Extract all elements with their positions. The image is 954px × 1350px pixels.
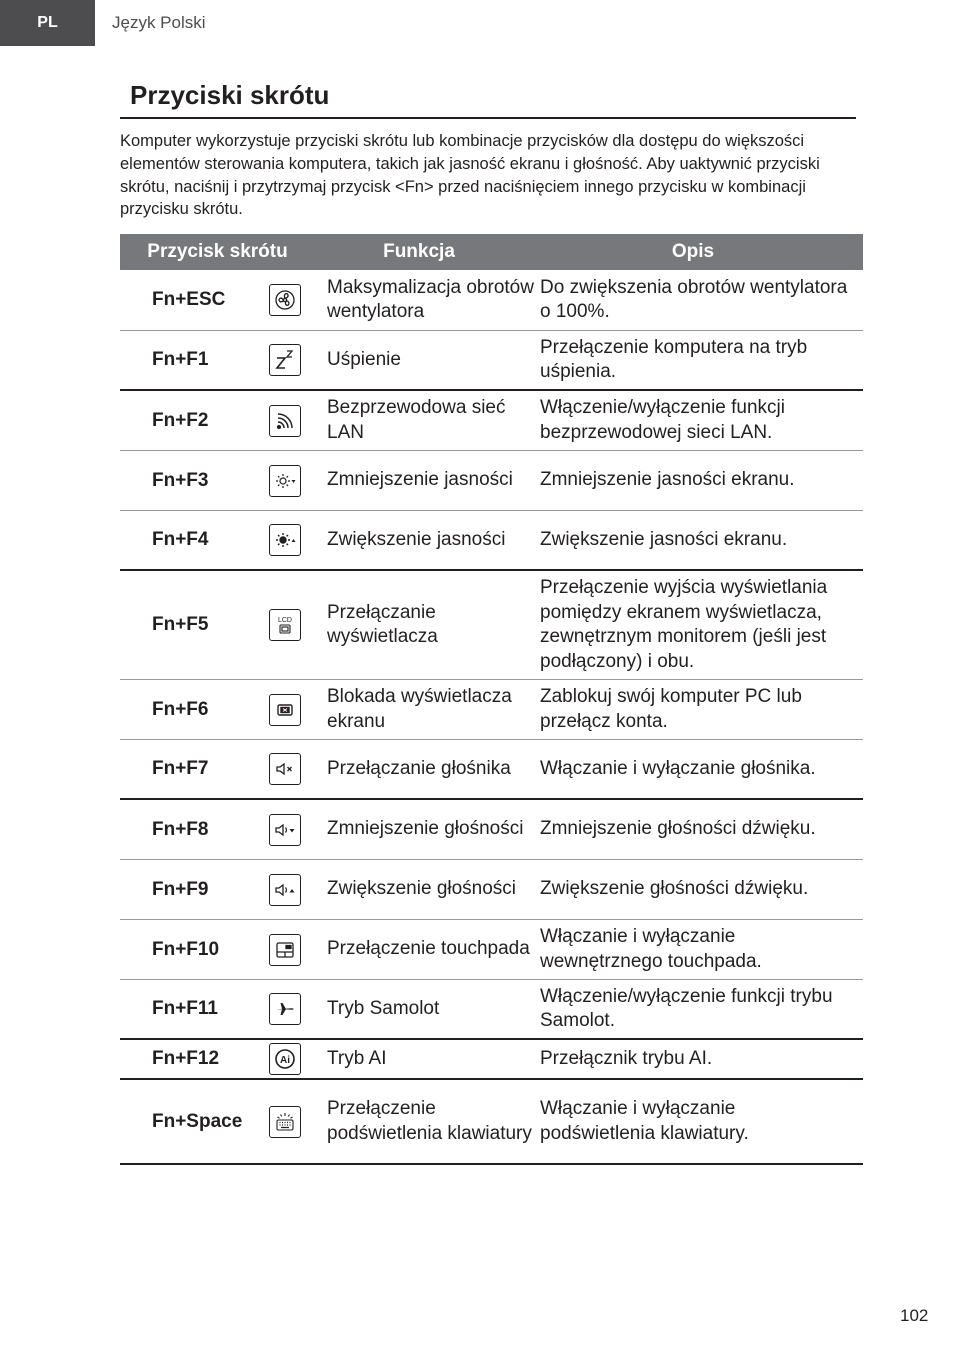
function-cell: Tryb Samolot — [327, 997, 440, 1019]
table-row — [120, 740, 863, 800]
fan-icon — [269, 284, 301, 316]
speaker-mute-icon — [269, 753, 301, 785]
table-row — [120, 980, 863, 1040]
function-cell: Zwiększenie głośności — [327, 878, 517, 900]
table-row — [120, 800, 863, 860]
function-cell: Tryb AI — [327, 1047, 387, 1069]
function-cell: Blokada wyświetlacza ekranu — [327, 686, 512, 732]
lcd-label: LCD — [277, 617, 293, 624]
hotkey-label: Fn+F3 — [152, 469, 209, 491]
hotkey-label: Fn+F5 — [152, 614, 209, 635]
description-cell: Zablokuj swój komputer PC lub przełącz konta. — [540, 686, 802, 732]
hotkey-label: Fn+F12 — [152, 1048, 220, 1069]
lcd-display-icon — [269, 609, 301, 641]
title-divider — [120, 117, 856, 119]
screen-lock-icon — [269, 694, 301, 726]
header-function: Funkcja — [383, 241, 455, 262]
header-description: Opis — [671, 241, 715, 262]
airplane-icon — [269, 993, 301, 1025]
language-tab: PL — [0, 0, 95, 46]
table-row — [120, 680, 863, 740]
function-cell: Uśpienie — [327, 348, 401, 370]
description-cell: Włączanie i wyłączanie głośnika. — [540, 757, 816, 779]
table-row — [120, 451, 863, 511]
table-row — [120, 920, 863, 980]
wifi-icon — [269, 405, 301, 437]
description-cell: Włączenie/wyłączenie funkcji trybu Samolot. — [540, 985, 833, 1031]
function-cell: Maksymalizacja obrotów wentylatora — [327, 276, 534, 322]
description-cell: Włączanie i wyłączanie wewnętrznego touchpada. — [540, 926, 762, 972]
function-cell: Zmniejszenie głośności — [327, 818, 524, 840]
function-cell: Zwiększenie jasności — [327, 528, 506, 550]
table-row — [120, 1080, 863, 1165]
table-row — [120, 860, 863, 920]
hotkey-table — [120, 234, 863, 1165]
description-cell: Przełączenie wyjścia wyświetlania pomiędzy ekranem wyświetlacza, zewnętrznym monitorem (jeśli jest podłączony) i obu. — [540, 577, 828, 672]
table-row — [120, 511, 863, 571]
function-cell: Bezprzewodowa sieć LAN — [327, 397, 506, 443]
header-key: Przycisk skrótu — [147, 241, 288, 262]
table-row — [120, 1040, 863, 1080]
description-cell: Zwiększenie jasności ekranu. — [540, 528, 788, 550]
hotkey-label: Fn+F2 — [152, 409, 209, 431]
volume-up-icon — [269, 874, 301, 906]
description-cell: Włączanie i wyłączanie podświetlenia klawiatury. — [540, 1098, 749, 1144]
hotkey-label: Fn+F6 — [152, 698, 209, 720]
volume-down-icon — [269, 814, 301, 846]
description-cell: Zwiększenie głośności dźwięku. — [540, 878, 809, 900]
hotkey-label: Fn+F4 — [152, 529, 209, 550]
description-cell: Zmniejszenie jasności ekranu. — [540, 469, 795, 491]
page-title: Przyciski skrótu — [130, 80, 330, 110]
description-cell: Włączenie/wyłączenie funkcji bezprzewodowej sieci LAN. — [540, 397, 785, 443]
table-row — [120, 391, 863, 451]
hotkey-label: Fn+F7 — [152, 758, 209, 779]
table-row — [120, 331, 863, 391]
table-row — [120, 270, 863, 331]
hotkey-label: Fn+F10 — [152, 938, 220, 960]
function-cell: Zmniejszenie jasności — [327, 469, 513, 491]
touchpad-icon — [269, 934, 301, 966]
intro-paragraph: Komputer wykorzystuje przyciski skrótu lub kombinacje przycisków dla dostępu do większości elementów sterowania komputera, takich jak jasność ekranu i głośność. Aby uaktywnić przyciski skrótu, naciśnij i przytrzymaj przycisk <Fn> przed naciśnięciem innego przycisku w kombinacji przycisku skrótu. — [120, 132, 820, 219]
ai-label: Ai — [280, 1055, 290, 1066]
brightness-up-icon — [269, 524, 301, 556]
hotkey-label: Fn+F8 — [152, 818, 209, 840]
hotkey-label: Fn+F11 — [152, 998, 218, 1019]
function-cell: Przełączenie podświetlenia klawiatury — [327, 1098, 532, 1144]
page-number: 102 — [900, 1306, 929, 1325]
description-cell: Zmniejszenie głośności dźwięku. — [540, 818, 816, 840]
table-header — [120, 234, 863, 270]
keyboard-backlight-icon — [269, 1106, 301, 1138]
ai-icon — [269, 1043, 301, 1075]
description-cell: Przełącznik trybu AI. — [540, 1047, 713, 1069]
table-row — [120, 571, 863, 680]
description-cell: Przełączenie komputera na tryb uśpienia. — [540, 336, 808, 382]
sleep-icon — [269, 344, 301, 376]
hotkey-label: Fn+F1 — [152, 349, 209, 370]
language-name: Język Polski — [112, 13, 206, 32]
function-cell: Przełączanie głośnika — [327, 757, 511, 779]
function-cell: Przełączanie wyświetlacza — [327, 601, 438, 647]
description-cell: Do zwiększenia obrotów wentylatora o 100%. — [540, 276, 848, 322]
hotkey-label: Fn+ESC — [152, 289, 226, 310]
hotkey-label: Fn+F9 — [152, 878, 209, 900]
brightness-down-icon — [269, 465, 301, 497]
hotkey-label: Fn+Space — [152, 1110, 243, 1132]
function-cell: Przełączenie touchpada — [327, 938, 530, 960]
